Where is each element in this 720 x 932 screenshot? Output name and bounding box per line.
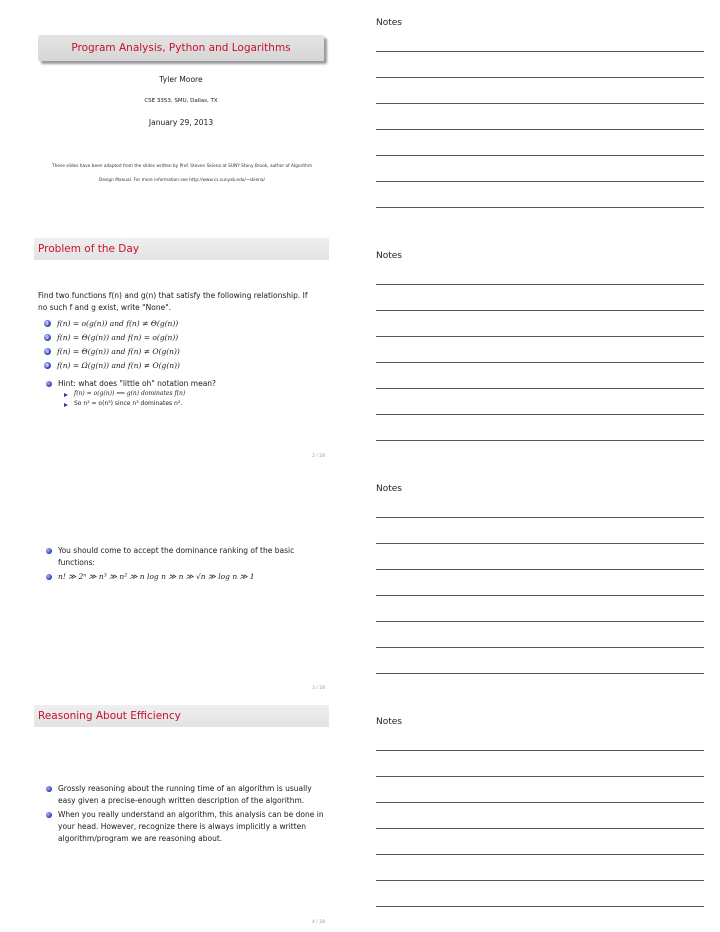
notes-rule — [376, 310, 704, 311]
date: January 29, 2013 — [148, 118, 214, 127]
list-item: 2 f(n) = Θ(g(n)) and f(n) = o(g(n)) — [44, 332, 178, 344]
efficiency-bullet-cont: your head. However, recognize there is always implicitly a written — [58, 822, 307, 831]
dominance-ranking: n! ≫ 2ⁿ ≫ n³ ≫ n² ≫ n log n ≫ n ≫ √n ≫ log n ≫ 1 — [46, 571, 255, 583]
bullet-ball-icon — [46, 812, 52, 818]
affiliation: CSE 3353, SMU, Dallas, TX — [144, 98, 218, 104]
dominance-bullet: You should come to accept the dominance ranking of the basic — [46, 545, 294, 557]
notes-rule — [376, 543, 704, 544]
list-item: 1 f(n) = o(g(n)) and f(n) ≠ Θ(g(n)) — [44, 318, 178, 330]
page-number: 2 / 28 — [312, 454, 325, 459]
slide-2-title: Problem of the Day — [34, 238, 329, 260]
notes-rule — [376, 129, 704, 130]
hint-bullet: Hint: what does "little oh" notation mean? — [46, 378, 216, 390]
notes-rule — [376, 440, 704, 441]
slide-4-title: Reasoning About Efficiency — [34, 705, 329, 727]
bullet-ball-icon — [46, 548, 52, 554]
notes-rule — [376, 595, 704, 596]
notes-rule — [376, 155, 704, 156]
enumeration-ball-icon: 1 — [44, 320, 51, 327]
notes-rule — [376, 673, 704, 674]
notes-rule — [376, 51, 704, 52]
notes-label-2: Notes — [376, 251, 402, 261]
bullet-ball-icon — [46, 574, 52, 580]
notes-rule — [376, 750, 704, 751]
notes-rule — [376, 854, 704, 855]
notes-rule — [376, 388, 704, 389]
credit-line-1: These slides have been adapted from the slides written by Prof. Steven Skiena at SUNY Stony Brook, author of Algorithm — [51, 164, 313, 169]
hint-sub-bullet: So n² = o(n³) since n³ dominates n². — [64, 400, 182, 407]
notes-rule — [376, 517, 704, 518]
slide-2-intro-line-1: Find two functions f(n) and g(n) that satisfy the following relationship. If — [38, 291, 308, 300]
bullet-ball-icon — [46, 381, 52, 387]
notes-rule — [376, 776, 704, 777]
notes-label-4: Notes — [376, 717, 402, 727]
notes-rule — [376, 647, 704, 648]
bullet-ball-icon — [46, 786, 52, 792]
hint-sub-bullet: f(n) = o(g(n)) ⟺ g(n) dominates f(n) — [64, 390, 185, 397]
notes-rule — [376, 414, 704, 415]
notes-rule — [376, 284, 704, 285]
efficiency-bullet-cont: easy given a precise-enough written description of the algorithm. — [58, 796, 305, 805]
enumeration-ball-icon: 4 — [44, 362, 51, 369]
notes-rule — [376, 880, 704, 881]
list-item: 4 f(n) = Ω(g(n)) and f(n) ≠ O(g(n)) — [44, 360, 180, 372]
efficiency-bullet: Grossly reasoning about the running time of an algorithm is usually — [46, 783, 312, 795]
triangle-bullet-icon — [64, 403, 68, 407]
notes-rule — [376, 621, 704, 622]
notes-rule — [376, 336, 704, 337]
efficiency-bullet-cont: algorithm/program we are reasoning about. — [58, 834, 223, 843]
notes-rule — [376, 181, 704, 182]
author: Tyler Moore — [159, 75, 203, 84]
page-number: 3 / 28 — [312, 686, 325, 691]
notes-rule — [376, 103, 704, 104]
notes-rule — [376, 828, 704, 829]
notes-rule — [376, 362, 704, 363]
notes-rule — [376, 569, 704, 570]
notes-label-3: Notes — [376, 484, 402, 494]
notes-rule — [376, 802, 704, 803]
notes-rule — [376, 906, 704, 907]
triangle-bullet-icon — [64, 393, 68, 397]
enumeration-ball-icon: 3 — [44, 348, 51, 355]
enumeration-ball-icon: 2 — [44, 334, 51, 341]
list-item: 3 f(n) = Θ(g(n)) and f(n) ≠ O(g(n)) — [44, 346, 180, 358]
dominance-bullet-cont: functions: — [58, 558, 96, 567]
page-number: 4 / 28 — [312, 920, 325, 925]
notes-label-1: Notes — [376, 18, 402, 28]
credit-line-2: Design Manual. For more information see http://www.cs.sunysb.edu/~skiena/ — [99, 178, 265, 183]
notes-rule — [376, 207, 704, 208]
slide-2-intro-line-2: no such f and g exist, write "None". — [38, 303, 172, 312]
slide-1-title: Program Analysis, Python and Logarithms — [38, 35, 324, 61]
efficiency-bullet: When you really understand an algorithm, this analysis can be done in — [46, 809, 324, 821]
notes-rule — [376, 77, 704, 78]
